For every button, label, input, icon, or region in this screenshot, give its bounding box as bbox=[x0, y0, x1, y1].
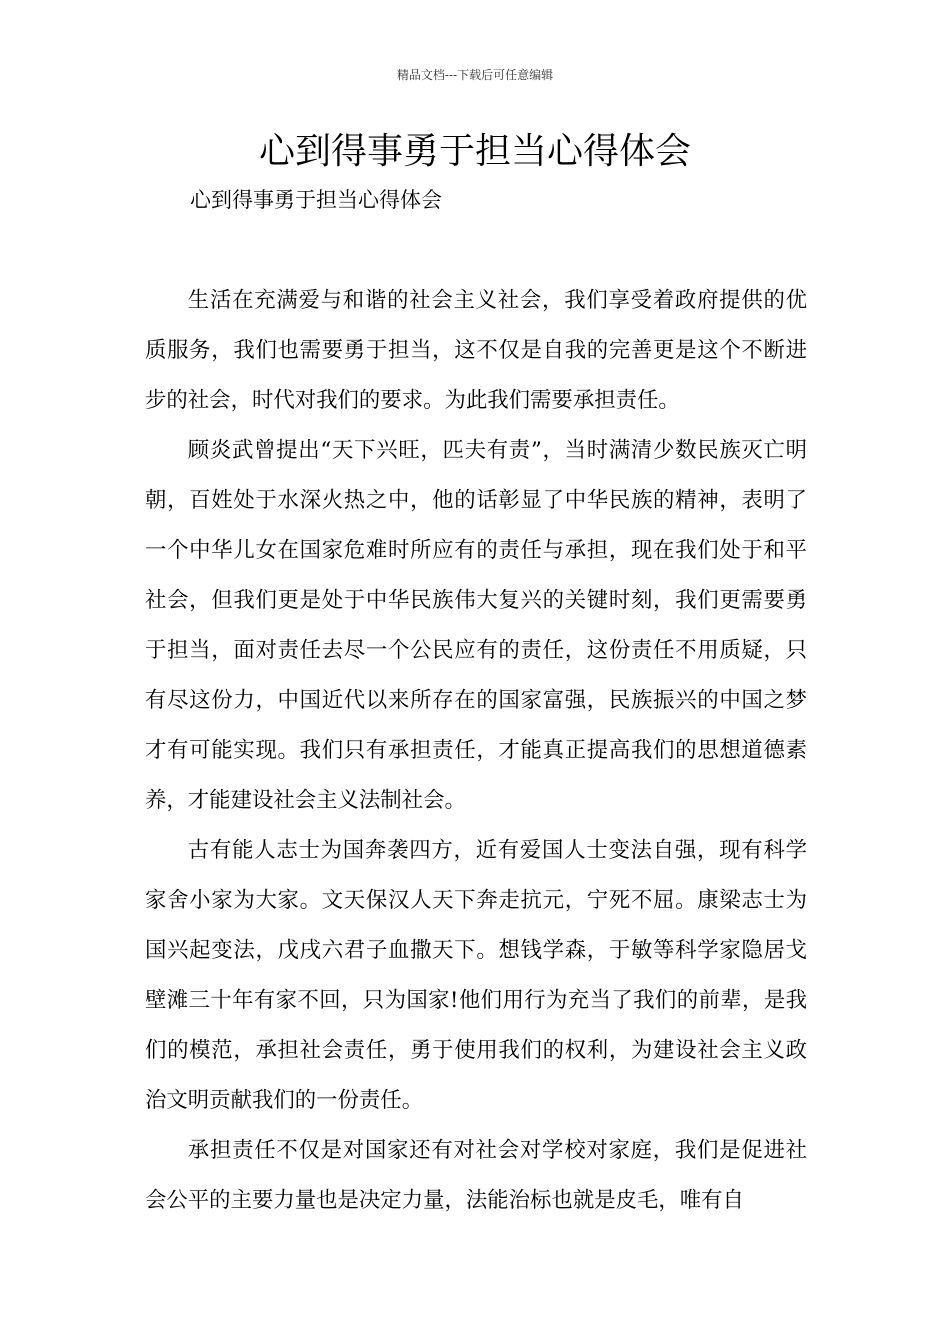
paragraph-4: 承担责任不仅是对国家还有对社会对学校对家庭，我们是促进社会公平的主要力量也是决定力量，法能治标也就是皮毛，唯有自 bbox=[145, 1138, 807, 1213]
document-title: 心到得事勇于担当心得体会 bbox=[258, 131, 691, 172]
document-subtitle: 心到得事勇于担当心得体会 bbox=[190, 188, 442, 212]
paragraph-1: 生活在充满爱与和谐的社会主义社会，我们享受着政府提供的优质服务，我们也需要勇于担当，这不仅是自我的完善更是这个不断进步的社会，时代对我们的要求。为此我们需要承担责任。 bbox=[145, 288, 807, 413]
document-body bbox=[145, 276, 807, 1226]
paragraph-3: 古有能人志士为国奔袭四方，近有爱国人士变法自强，现有科学家舍小家为大家。文天保汉人天下奔走抗元，宁死不屈。康梁志士为国兴起变法，戊戌六君子血撒天下。想钱学森，于敏等科学家隐居戈壁滩三十年有家不回，只为国家!他们用行为充当了我们的前辈，是我们的模范，承担社会责任，勇于使用我们的权利，为建设社会主义政治文明贡献我们的一份责任。 bbox=[145, 838, 807, 1113]
paragraph-2: 顾炎武曾提出“天下兴旺，匹夫有责”，当时满清少数民族灭亡明朝，百姓处于水深火热之中，他的话彰显了中华民族的精神，表明了一个中华儿女在国家危难时所应有的责任与承担，现在我们处于和平社会，但我们更是处于中华民族伟大复兴的关键时刻，我们更需要勇于担当，面对责任去尽一个公民应有的责任，这份责任不用质疑，只有尽这份力，中国近代以来所存在的国家富强，民族振兴的中国之梦才有可能实现。我们只有承担责任，才能真正提高我们的思想道德素养，才能建设社会主义法制社会。 bbox=[145, 438, 807, 813]
header-note: 精品文档---下载后可任意编辑 bbox=[396, 68, 554, 82]
